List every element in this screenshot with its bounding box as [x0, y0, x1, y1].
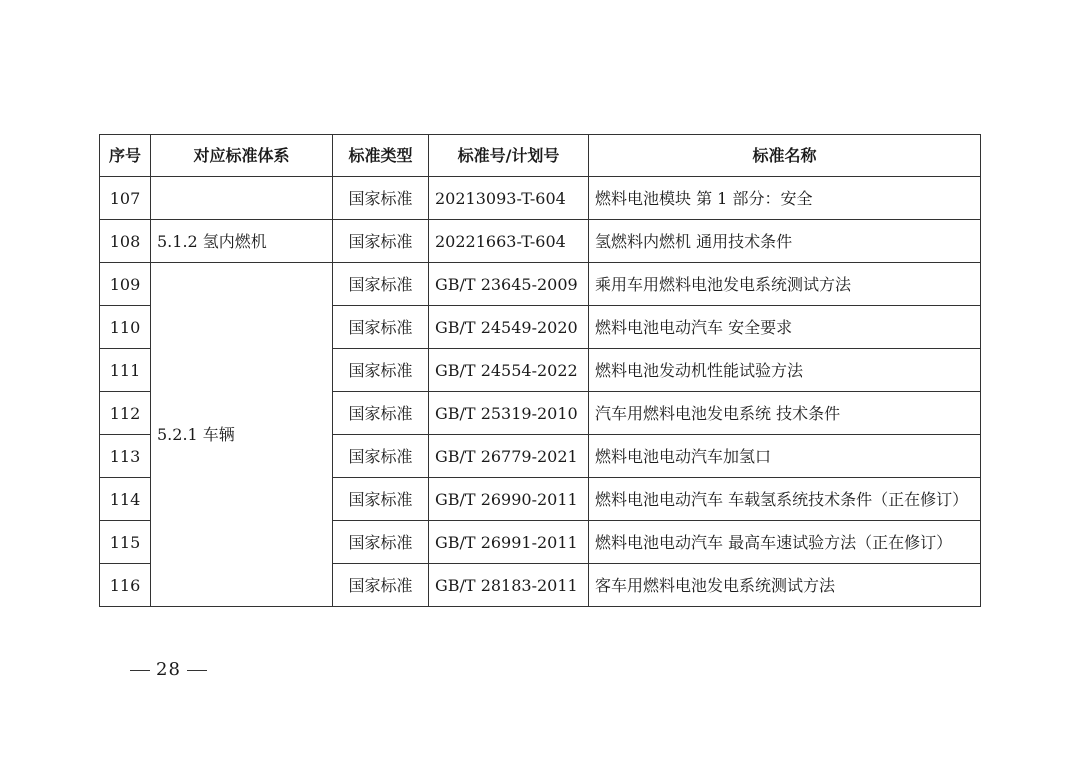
row-name: 燃料电池电动汽车 安全要求	[589, 306, 981, 349]
row-name: 客车用燃料电池发电系统测试方法	[589, 564, 981, 607]
row-code: GB/T 23645-2009	[429, 263, 589, 306]
row-type: 国家标准	[333, 478, 429, 521]
row-name: 燃料电池电动汽车加氢口	[589, 435, 981, 478]
page-footer	[124, 659, 213, 680]
row-serial: 116	[100, 564, 151, 607]
footer-dash-right	[187, 670, 207, 671]
row-serial: 110	[100, 306, 151, 349]
row-type: 国家标准	[333, 521, 429, 564]
row-code: 20213093-T-604	[429, 177, 589, 220]
table-row	[100, 263, 981, 306]
row-type: 国家标准	[333, 220, 429, 263]
row-serial: 111	[100, 349, 151, 392]
row-system: 5.1.2 氢内燃机	[151, 220, 333, 263]
row-name: 燃料电池电动汽车 车载氢系统技术条件（正在修订）	[589, 478, 981, 521]
merged-system-cell: 5.2.1 车辆	[151, 263, 333, 607]
table-header-row	[100, 135, 981, 177]
row-type: 国家标准	[333, 349, 429, 392]
row-serial: 113	[100, 435, 151, 478]
row-serial: 115	[100, 521, 151, 564]
row-code: GB/T 24549-2020	[429, 306, 589, 349]
row-serial: 108	[100, 220, 151, 263]
row-type: 国家标准	[333, 177, 429, 220]
page-number: 28	[156, 659, 181, 680]
row-serial: 109	[100, 263, 151, 306]
row-name: 燃料电池模块 第 1 部分：安全	[589, 177, 981, 220]
standards-table	[99, 134, 981, 607]
header-system: 对应标准体系	[151, 135, 333, 177]
row-name: 氢燃料内燃机 通用技术条件	[589, 220, 981, 263]
row-name: 乘用车用燃料电池发电系统测试方法	[589, 263, 981, 306]
row-code: GB/T 24554-2022	[429, 349, 589, 392]
row-serial: 107	[100, 177, 151, 220]
row-code: GB/T 28183-2011	[429, 564, 589, 607]
row-type: 国家标准	[333, 263, 429, 306]
header-type: 标准类型	[333, 135, 429, 177]
header-code: 标准号/计划号	[429, 135, 589, 177]
row-code: 20221663-T-604	[429, 220, 589, 263]
row-code: GB/T 25319-2010	[429, 392, 589, 435]
table-row	[100, 220, 981, 263]
row-type: 国家标准	[333, 306, 429, 349]
row-name: 燃料电池发动机性能试验方法	[589, 349, 981, 392]
row-type: 国家标准	[333, 392, 429, 435]
row-code: GB/T 26990-2011	[429, 478, 589, 521]
header-name: 标准名称	[589, 135, 981, 177]
row-type: 国家标准	[333, 564, 429, 607]
footer-dash-left	[130, 670, 150, 671]
table-row	[100, 177, 981, 220]
row-code: GB/T 26991-2011	[429, 521, 589, 564]
row-serial: 114	[100, 478, 151, 521]
row-code: GB/T 26779-2021	[429, 435, 589, 478]
row-serial: 112	[100, 392, 151, 435]
row-name: 汽车用燃料电池发电系统 技术条件	[589, 392, 981, 435]
row-type: 国家标准	[333, 435, 429, 478]
header-serial: 序号	[100, 135, 151, 177]
row-name: 燃料电池电动汽车 最高车速试验方法（正在修订）	[589, 521, 981, 564]
row-system	[151, 177, 333, 220]
